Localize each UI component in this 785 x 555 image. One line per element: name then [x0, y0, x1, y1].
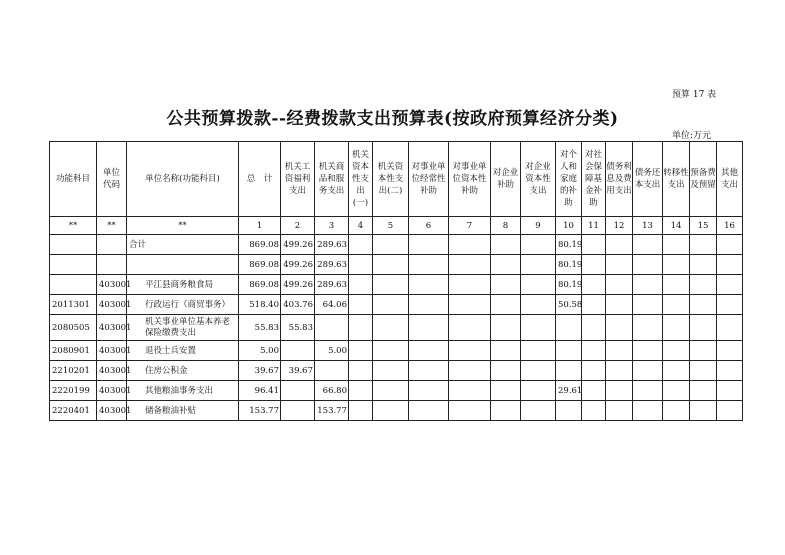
function-code-cell: 2220199	[50, 381, 97, 401]
unit-code-cell: 403001	[97, 381, 127, 401]
table-row	[50, 235, 743, 255]
col-header: 对个人和家庭的补助	[556, 142, 582, 217]
total-cell: 518.40	[239, 295, 281, 315]
col-header: 机关资本性支出(一)	[349, 142, 373, 217]
index-cell: 4	[349, 217, 373, 235]
function-code-cell: 2220401	[50, 401, 97, 421]
unit-code-cell: 403001	[97, 401, 127, 421]
household-subsidy-cell: 80.19	[556, 275, 582, 295]
col-header: 对事业单位经常性补助	[409, 142, 449, 217]
unit-code-cell	[97, 235, 127, 255]
household-subsidy-cell: 29.61	[556, 381, 582, 401]
col-header: 机关工资福利支出	[281, 142, 315, 217]
household-subsidy-cell	[556, 361, 582, 381]
index-cell: 15	[690, 217, 717, 235]
unit-code-cell: 403001	[97, 315, 127, 341]
col-header: 单位名称(功能科目)	[127, 142, 239, 217]
unit-code-cell: 403001	[97, 361, 127, 381]
index-cell: 5	[373, 217, 409, 235]
total-cell: 39.67	[239, 361, 281, 381]
col-header: 债务利息及费用支出	[606, 142, 633, 217]
total-cell: 96.41	[239, 381, 281, 401]
col-header: 单位代码	[97, 142, 127, 217]
index-cell: 14	[663, 217, 690, 235]
household-subsidy-cell: 80.19	[556, 255, 582, 275]
household-subsidy-cell: 50.58	[556, 295, 582, 315]
goods-services-cell	[315, 361, 349, 381]
page-title: 公共预算拨款--经费拨款支出预算表(按政府预算经济分类)	[166, 109, 619, 129]
table-row	[50, 401, 743, 421]
col-header: 其他支出	[717, 142, 743, 217]
goods-services-cell	[315, 315, 349, 341]
index-cell: 6	[409, 217, 449, 235]
index-cell: **	[50, 217, 97, 235]
goods-services-cell: 64.06	[315, 295, 349, 315]
table-row	[50, 275, 743, 295]
table-row	[50, 255, 743, 275]
goods-services-cell: 66.80	[315, 381, 349, 401]
index-cell: 1	[239, 217, 281, 235]
index-cell: 13	[633, 217, 663, 235]
wage-cell: 39.67	[281, 361, 315, 381]
wage-cell: 499.26	[281, 275, 315, 295]
index-cell: **	[97, 217, 127, 235]
unit-label: 单位:万元	[672, 131, 712, 141]
col-header: 对企业补助	[491, 142, 521, 217]
household-subsidy-cell	[556, 341, 582, 361]
col-header: 总 计	[239, 142, 281, 217]
index-cell: 8	[491, 217, 521, 235]
unit-name-cell: 储备粮油补贴	[127, 401, 239, 421]
unit-name-cell	[127, 255, 239, 275]
unit-name-cell: 退役士兵安置	[127, 341, 239, 361]
wage-cell: 403.76	[281, 295, 315, 315]
col-header: 功能科目	[50, 142, 97, 217]
col-header: 预备费及预留	[690, 142, 717, 217]
index-cell: 3	[315, 217, 349, 235]
wage-cell	[281, 381, 315, 401]
index-cell: 11	[582, 217, 606, 235]
table-number: 预算 17 表	[672, 90, 717, 100]
goods-services-cell: 5.00	[315, 341, 349, 361]
function-code-cell: 2210201	[50, 361, 97, 381]
unit-code-cell	[97, 255, 127, 275]
index-cell: 10	[556, 217, 582, 235]
function-code-cell: 2080901	[50, 341, 97, 361]
unit-code-cell: 403001	[97, 341, 127, 361]
household-subsidy-cell: 80.19	[556, 235, 582, 255]
unit-name-cell: 行政运行（商贸事务）	[127, 295, 239, 315]
household-subsidy-cell	[556, 315, 582, 341]
wage-cell: 499.26	[281, 235, 315, 255]
unit-name-cell: 平江县商务粮食局	[127, 275, 239, 295]
table-row	[50, 381, 743, 401]
index-cell: 7	[449, 217, 491, 235]
col-header: 机关资本性支出(二)	[373, 142, 409, 217]
unit-code-cell: 403001	[97, 295, 127, 315]
col-header: 对社会保障基金补助	[582, 142, 606, 217]
wage-cell: 499.26	[281, 255, 315, 275]
index-cell: 16	[717, 217, 743, 235]
total-cell: 153.77	[239, 401, 281, 421]
index-cell: **	[127, 217, 239, 235]
goods-services-cell: 289.63	[315, 235, 349, 255]
wage-cell	[281, 401, 315, 421]
col-header: 对事业单位资本性补助	[449, 142, 491, 217]
goods-services-cell: 289.63	[315, 255, 349, 275]
total-cell: 869.08	[239, 235, 281, 255]
index-row	[50, 217, 743, 235]
wage-cell: 55.83	[281, 315, 315, 341]
total-cell: 869.08	[239, 275, 281, 295]
index-cell: 9	[521, 217, 556, 235]
budget-table	[49, 141, 743, 421]
col-header: 机关商品和服务支出	[315, 142, 349, 217]
table-row	[50, 315, 743, 341]
unit-name-cell: 合计	[127, 235, 239, 255]
index-cell: 2	[281, 217, 315, 235]
total-cell: 55.83	[239, 315, 281, 341]
goods-services-cell: 153.77	[315, 401, 349, 421]
wage-cell	[281, 341, 315, 361]
total-cell: 5.00	[239, 341, 281, 361]
goods-services-cell: 289.63	[315, 275, 349, 295]
col-header: 债务还本支出	[633, 142, 663, 217]
col-header: 转移性支出	[663, 142, 690, 217]
table-row	[50, 361, 743, 381]
total-cell: 869.08	[239, 255, 281, 275]
col-header: 对企业资本性支出	[521, 142, 556, 217]
table-row	[50, 341, 743, 361]
household-subsidy-cell	[556, 401, 582, 421]
function-code-cell	[50, 255, 97, 275]
unit-name-cell: 住房公积金	[127, 361, 239, 381]
function-code-cell: 2011301	[50, 295, 97, 315]
index-cell: 12	[606, 217, 633, 235]
function-code-cell	[50, 275, 97, 295]
function-code-cell	[50, 235, 97, 255]
unit-name-cell: 其他粮油事务支出	[127, 381, 239, 401]
table-row	[50, 295, 743, 315]
unit-name-cell: 机关事业单位基本养老保险缴费支出	[127, 315, 239, 341]
header-row	[50, 142, 743, 217]
unit-code-cell: 403001	[97, 275, 127, 295]
function-code-cell: 2080505	[50, 315, 97, 341]
